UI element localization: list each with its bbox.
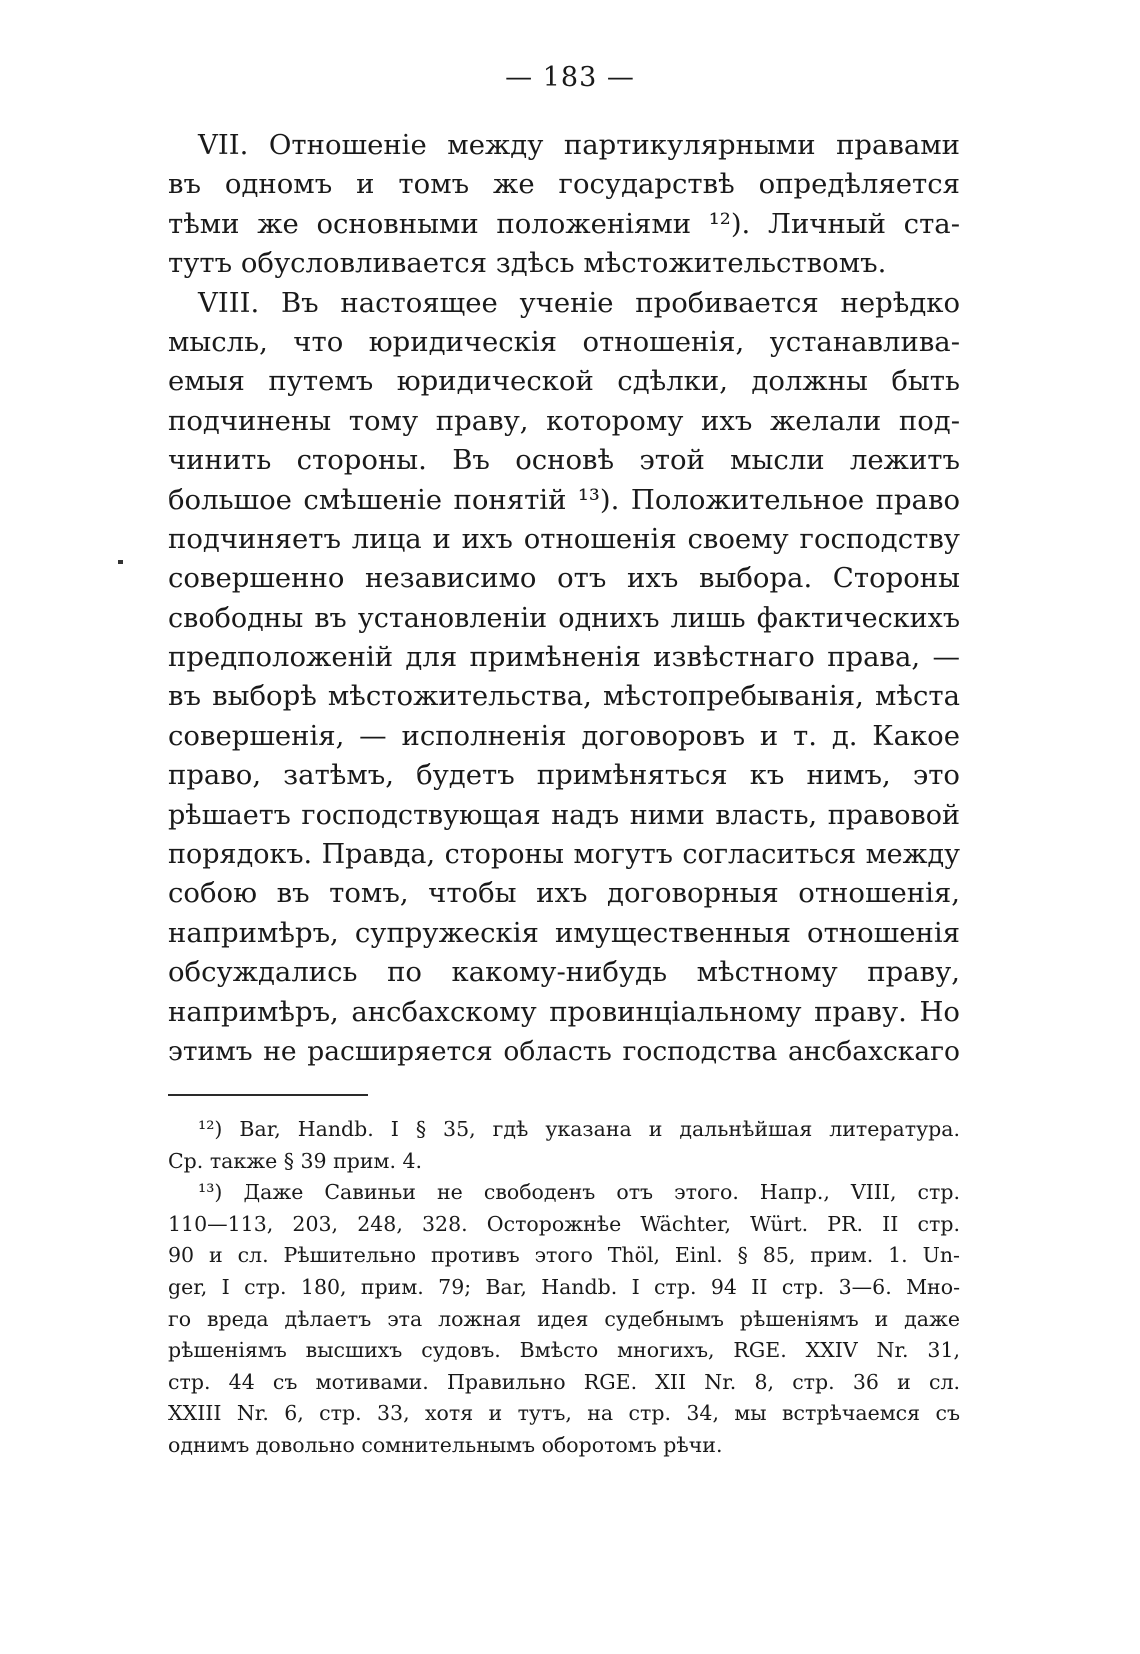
body-line: право, затѣмъ, будетъ примѣняться къ нимъ, это (168, 759, 960, 792)
margin-mark (118, 560, 123, 564)
footnote-line: Ср. также § 39 прим. 4. (168, 1148, 423, 1173)
body-line: собою въ томъ, чтобы ихъ договорныя отношенія, (168, 877, 960, 910)
body-line: подчинены тому праву, которому ихъ желали под- (168, 404, 960, 437)
footnote-line: стр. 44 съ мотивами. Правильно RGE. XII Nr. 8, стр. 36 и сл. (168, 1369, 960, 1394)
footnote-line: однимъ довольно сомнительнымъ оборотомъ рѣчи. (168, 1432, 723, 1457)
body-line: напримѣръ, супружескія имущественныя отношенія (168, 916, 960, 949)
footnote-line: ger, I стр. 180, прим. 79; Bar, Handb. I стр. 94 II стр. 3—6. Мно- (168, 1274, 960, 1299)
body-line: рѣшаетъ господствующая надъ ними власть, правовой (168, 799, 960, 831)
body-line: предположеній для примѣненія извѣстнаго права, — (168, 641, 960, 674)
body-text (168, 126, 960, 1071)
footnote-line: 110—113, 203, 248, 328. Осторожнѣе Wächter, Würt. PR. II стр. (168, 1211, 960, 1236)
body-line: въ выборѣ мѣстожительства, мѣстопребыванія, мѣста (168, 680, 960, 713)
footnote-line: 90 и сл. Рѣшительно противъ этого Thöl, Einl. § 85, прим. 1. Un- (168, 1243, 960, 1268)
body-line: напримѣръ, ансбахскому провинціальному праву. Но (168, 995, 960, 1028)
footnote-line: ¹³) Даже Савиньи не свободенъ отъ этого. Напр., VIII, стр. (198, 1180, 960, 1205)
body-line: емыя путемъ юридической сдѣлки, должны быть (168, 365, 960, 398)
footnote-divider (168, 1094, 368, 1096)
body-line: совершенія, — исполненія договоровъ и т. д. Какое (168, 719, 960, 752)
body-line: большое смѣшеніе понятій ¹³). Положительное право (168, 483, 960, 516)
body-line: въ одномъ и томъ же государствѣ опредѣляется (168, 168, 960, 201)
body-line: VIII. Въ настоящее ученіе пробивается нерѣдко (198, 286, 960, 319)
body-line: мысль, что юридическія отношенія, устанавлива- (168, 325, 960, 358)
body-line: подчиняетъ лица и ихъ отношенія своему господству (168, 522, 960, 555)
body-line: обсуждались по какому-нибудь мѣстному праву, (168, 956, 960, 989)
body-line: чинить стороны. Въ основѣ этой мысли лежитъ (168, 444, 960, 477)
footnote-line: го вреда дѣлаетъ эта ложная идея судебнымъ рѣшеніямъ и даже (168, 1306, 960, 1331)
footnote-line: XXIII Nr. 6, стр. 33, хотя и тутъ, на стр. 34, мы встрѣчаемся съ (168, 1401, 960, 1426)
body-line: совершенно независимо отъ ихъ выбора. Стороны (168, 562, 960, 595)
footnotes (168, 1114, 960, 1462)
page-number: — 183 — (505, 62, 635, 93)
body-line: этимъ не расширяется область господства ансбахскаго (168, 1035, 960, 1067)
body-line: тѣми же основными положеніями ¹²). Личный ста- (168, 207, 960, 240)
body-line: свободны въ установленіи однихъ лишь фактическихъ (168, 602, 960, 634)
body-line: порядокъ. Правда, стороны могутъ согласиться между (168, 839, 960, 871)
footnote-line: ¹²) Bar, Handb. I § 35, гдѣ указана и дальнѣйшая литература. (198, 1117, 960, 1141)
footnote-line: рѣшеніямъ высшихъ судовъ. Вмѣсто многихъ, RGE. XXIV Nr. 31, (168, 1338, 960, 1363)
body-line: VII. Отношеніе между партикулярными правами (198, 129, 960, 161)
body-line: тутъ обусловливается здѣсь мѣстожительствомъ. (168, 247, 887, 280)
